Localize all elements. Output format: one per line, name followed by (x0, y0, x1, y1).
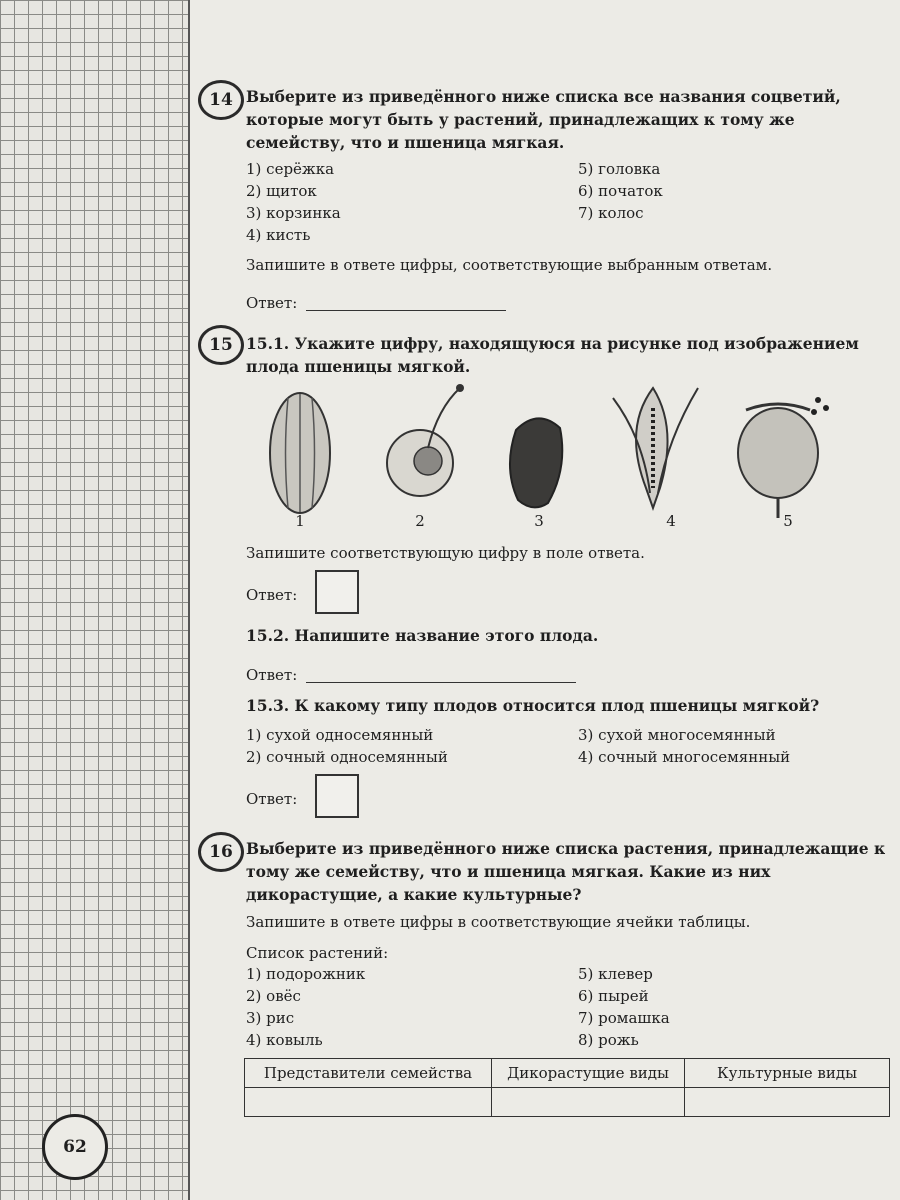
table-cell-wild[interactable] (492, 1088, 685, 1117)
q14-answer-label: Ответ: (246, 294, 298, 312)
q14-instruction: Запишите в ответе цифры, соответствующие выбранным ответам. (246, 256, 773, 274)
grid-margin (0, 0, 190, 1200)
q16-option-6: 6) пырей (578, 987, 649, 1005)
q16-option-2: 2) овёс (246, 987, 301, 1005)
q16-list-title: Список растений: (246, 944, 389, 962)
q15-3-options-right (578, 724, 790, 768)
q15-3-option-4: 4) сочный многосемянный (578, 748, 791, 766)
table-row (245, 1088, 890, 1117)
q14-answer-line[interactable] (306, 310, 506, 311)
page (188, 0, 900, 1200)
fruit-3-date (510, 418, 562, 507)
question-number-16: 16 (198, 832, 244, 872)
question-number-15: 15 (198, 325, 244, 365)
q14-option-2: 2) щиток (246, 182, 317, 200)
q16-options-left (246, 963, 365, 1051)
q16-option-3: 3) рис (246, 1009, 295, 1027)
q15-3-answer-box[interactable] (315, 774, 359, 818)
fruit-label-4: 4 (666, 512, 676, 530)
q16-answer-table (244, 1058, 890, 1117)
fruit-label-2: 2 (415, 512, 425, 530)
q15-answer-label: Ответ: (246, 586, 298, 604)
q16-option-7: 7) ромашка (578, 1009, 670, 1027)
q14-option-7: 7) колос (578, 204, 644, 222)
q15-2-text: 15.2. Напишите название этого плода. (246, 626, 599, 645)
table-header-family: Представители семейства (245, 1059, 492, 1088)
q15-1-answer-box[interactable] (315, 570, 359, 614)
q14-option-3: 3) корзинка (246, 204, 341, 222)
q15-3-option-1: 1) сухой односемянный (246, 726, 434, 744)
q14-options-right (578, 158, 663, 224)
q16-option-1: 1) подорожник (246, 965, 366, 983)
q16-instruction: Запишите в ответе цифры в соответствующие ячейки таблицы. (246, 913, 751, 931)
fruit-label-3: 3 (534, 512, 544, 530)
q15-3-answer-label: Ответ: (246, 790, 298, 808)
q15-instruction: Запишите соответствующую цифру в поле ответа. (246, 544, 645, 562)
table-cell-cultivated[interactable] (685, 1088, 890, 1117)
table-header-wild: Дикорастущие виды (492, 1059, 685, 1088)
fruit-1-grain (270, 393, 330, 513)
table-cell-family (245, 1088, 492, 1117)
fruit-5-poppy-capsule (738, 397, 829, 518)
fruit-2-cherry (387, 384, 464, 496)
q14-options-left (246, 158, 341, 246)
q15-2-answer-line[interactable] (306, 682, 576, 683)
table-header-row (245, 1059, 890, 1088)
q15-3-options-left (246, 724, 448, 768)
fruits-figure (248, 378, 900, 518)
q15-3-option-2: 2) сочный односемянный (246, 748, 448, 766)
q16-option-8: 8) рожь (578, 1031, 639, 1049)
q15-2-answer-label: Ответ: (246, 666, 298, 684)
table-header-cultivated: Культурные виды (685, 1059, 890, 1088)
q15-3-text: 15.3. К какому типу плодов относится плод пшеницы мягкой? (246, 696, 820, 715)
q14-option-5: 5) головка (578, 160, 661, 178)
q14-text: Выберите из приведённого ниже списка все названия соцветий, которые могут быть у растений, принадлежащих к тому же семейству, что и пшеница мягкая. (246, 87, 841, 152)
fruit-label-1: 1 (295, 512, 305, 530)
fruit-4-pod (613, 388, 698, 508)
q14-option-1: 1) серёжка (246, 160, 335, 178)
q16-options-right (578, 963, 670, 1051)
q15-text: 15.1. Укажите цифру, находящуюся на рисунке под изображением плода пшеницы мягкой. (246, 334, 859, 376)
q16-text: Выберите из приведённого ниже списка растения, принадлежащие к тому же семейству, что и пшеница мягкая. Какие из них дикорастущие, а какие культурные? (246, 839, 886, 904)
q14-option-4: 4) кисть (246, 226, 311, 244)
fruit-label-5: 5 (783, 512, 793, 530)
q15-3-option-3: 3) сухой многосемянный (578, 726, 776, 744)
q14-option-6: 6) початок (578, 182, 663, 200)
page-number: 62 (42, 1114, 108, 1180)
q16-option-4: 4) ковыль (246, 1031, 323, 1049)
q16-option-5: 5) клевер (578, 965, 653, 983)
question-number-14: 14 (198, 80, 244, 120)
